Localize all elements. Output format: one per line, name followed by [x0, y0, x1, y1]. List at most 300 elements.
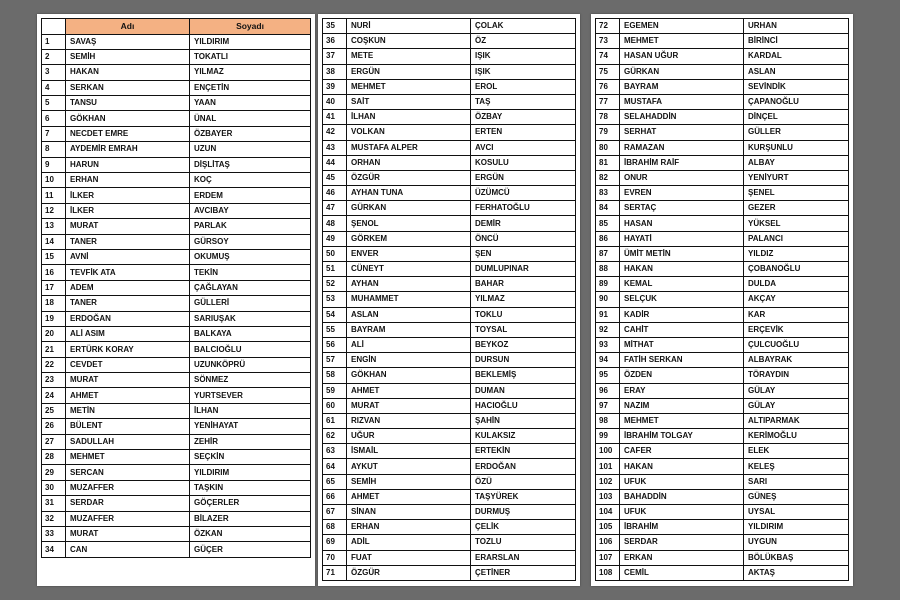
last-name-cell: KOSULU	[471, 155, 576, 170]
table-header-row	[42, 19, 311, 35]
table-row	[323, 79, 576, 94]
names-table-2	[322, 18, 576, 581]
last-name-cell: DUMAN	[471, 383, 576, 398]
row-number: 77	[596, 94, 620, 109]
row-number: 56	[323, 337, 347, 352]
first-name-cell: BAYRAM	[347, 322, 471, 337]
row-number: 9	[42, 157, 66, 172]
table-row	[323, 337, 576, 352]
last-name-cell: ÇELİK	[471, 520, 576, 535]
last-name-cell: AVCI	[471, 140, 576, 155]
row-number: 14	[42, 234, 66, 249]
first-name-cell: İLHAN	[347, 110, 471, 125]
table-row	[596, 429, 849, 444]
row-number: 84	[596, 201, 620, 216]
row-number: 103	[596, 489, 620, 504]
table-row	[42, 249, 311, 264]
last-name-cell: ŞEN	[471, 246, 576, 261]
table-row	[42, 403, 311, 418]
first-name-cell: UFUK	[620, 474, 744, 489]
row-number: 90	[596, 292, 620, 307]
table-row	[42, 126, 311, 141]
row-number: 65	[323, 474, 347, 489]
row-number: 88	[596, 262, 620, 277]
last-name-cell: ALBAYRAK	[744, 353, 849, 368]
last-name-cell: TOKLU	[471, 307, 576, 322]
first-name-cell: ÖZDEN	[620, 368, 744, 383]
first-name-cell: İBRAHİM TOLGAY	[620, 429, 744, 444]
row-number: 97	[596, 398, 620, 413]
row-number: 72	[596, 19, 620, 34]
row-number: 38	[323, 64, 347, 79]
row-number: 28	[42, 450, 66, 465]
last-name-cell: UYSAL	[744, 505, 849, 520]
first-name-cell: ALİ	[347, 337, 471, 352]
row-number: 93	[596, 337, 620, 352]
last-name-cell: YURTSEVER	[190, 388, 311, 403]
last-name-cell: YILDIRIM	[744, 520, 849, 535]
row-number: 1	[42, 34, 66, 49]
table-row	[596, 170, 849, 185]
first-name-cell: SERDAR	[66, 496, 190, 511]
last-name-cell: ÜNAL	[190, 111, 311, 126]
last-name-cell: ERDEM	[190, 188, 311, 203]
row-number: 96	[596, 383, 620, 398]
last-name-cell: KARDAL	[744, 49, 849, 64]
row-number: 3	[42, 65, 66, 80]
last-name-cell: OKUMUŞ	[190, 249, 311, 264]
table-row	[596, 262, 849, 277]
table-row	[323, 565, 576, 580]
table-row	[42, 296, 311, 311]
first-name-cell: ADEM	[66, 280, 190, 295]
table-row	[42, 265, 311, 280]
first-name-cell: CEMİL	[620, 565, 744, 580]
table-row	[596, 550, 849, 565]
table-row	[323, 459, 576, 474]
last-name-cell: DEMİR	[471, 216, 576, 231]
first-name-cell: AHMET	[347, 383, 471, 398]
last-name-cell: DULDA	[744, 277, 849, 292]
table-row	[596, 186, 849, 201]
first-name-cell: BAHADDİN	[620, 489, 744, 504]
last-name-cell: GÜLLERİ	[190, 296, 311, 311]
last-name-cell: UZUNKÖPRÜ	[190, 357, 311, 372]
first-name-cell: KADİR	[620, 307, 744, 322]
first-name-cell: SERTAÇ	[620, 201, 744, 216]
table-row	[42, 111, 311, 126]
first-name-cell: CÜNEYT	[347, 262, 471, 277]
first-name-cell: SEMİH	[66, 49, 190, 64]
last-name-cell: GÖÇERLER	[190, 496, 311, 511]
first-name-cell: BÜLENT	[66, 419, 190, 434]
row-number: 55	[323, 322, 347, 337]
last-name-cell: SARI	[744, 474, 849, 489]
first-name-cell: TANER	[66, 234, 190, 249]
table-row	[42, 203, 311, 218]
table-row	[323, 94, 576, 109]
first-name-cell: ONUR	[620, 170, 744, 185]
first-name-cell: HAYATİ	[620, 231, 744, 246]
last-name-cell: YILMAZ	[190, 65, 311, 80]
row-number: 30	[42, 480, 66, 495]
first-name-cell: AHMET	[347, 489, 471, 504]
table-row	[42, 496, 311, 511]
table-row	[596, 231, 849, 246]
table-row	[596, 337, 849, 352]
last-name-cell: IŞIK	[471, 64, 576, 79]
table-row	[42, 80, 311, 95]
table-row	[323, 322, 576, 337]
first-name-cell: HAKAN	[620, 459, 744, 474]
first-name-cell: SELÇUK	[620, 292, 744, 307]
last-name-cell: YILDIZ	[744, 246, 849, 261]
row-number: 20	[42, 326, 66, 341]
table-row	[323, 429, 576, 444]
first-name-cell: HARUN	[66, 157, 190, 172]
row-number: 29	[42, 465, 66, 480]
row-number: 71	[323, 565, 347, 580]
first-name-cell: SERCAN	[66, 465, 190, 480]
last-name-cell: GÜLAY	[744, 383, 849, 398]
row-number: 41	[323, 110, 347, 125]
first-name-cell: COŞKUN	[347, 34, 471, 49]
last-name-cell: GEZER	[744, 201, 849, 216]
last-name-cell: BALKAYA	[190, 326, 311, 341]
table-body	[323, 19, 576, 581]
table-row	[42, 96, 311, 111]
first-name-cell: GÜRKAN	[347, 201, 471, 216]
names-table-3	[595, 18, 849, 581]
row-number: 108	[596, 565, 620, 580]
last-name-cell: EROL	[471, 79, 576, 94]
row-number: 91	[596, 307, 620, 322]
first-name-cell: METE	[347, 49, 471, 64]
table-row	[42, 188, 311, 203]
table-row	[323, 201, 576, 216]
last-name-cell: TÖRAYDIN	[744, 368, 849, 383]
first-name-cell: İBRAHİM RAİF	[620, 155, 744, 170]
page-panel-3	[591, 14, 853, 586]
row-number: 19	[42, 311, 66, 326]
table-row	[42, 34, 311, 49]
first-name-cell: MEHMET	[66, 450, 190, 465]
table-row	[42, 65, 311, 80]
row-number: 2	[42, 49, 66, 64]
first-name-cell: ÖZGÜR	[347, 170, 471, 185]
last-name-cell: TOYSAL	[471, 322, 576, 337]
first-name-cell: ERHAN	[347, 520, 471, 535]
row-number: 12	[42, 203, 66, 218]
row-number: 18	[42, 296, 66, 311]
last-name-cell: IŞIK	[471, 49, 576, 64]
row-number: 64	[323, 459, 347, 474]
table-row	[596, 34, 849, 49]
table-row	[596, 216, 849, 231]
row-number: 70	[323, 550, 347, 565]
first-name-cell: ERKAN	[620, 550, 744, 565]
first-name-cell: EGEMEN	[620, 19, 744, 34]
table-row	[596, 322, 849, 337]
row-number: 21	[42, 342, 66, 357]
last-name-cell: YENİHAYAT	[190, 419, 311, 434]
row-number: 100	[596, 444, 620, 459]
last-name-cell: KOÇ	[190, 173, 311, 188]
table-row	[42, 49, 311, 64]
table-row	[42, 419, 311, 434]
row-number: 107	[596, 550, 620, 565]
row-number: 67	[323, 505, 347, 520]
first-name-column-header: Adı	[66, 19, 190, 35]
last-name-cell: DİŞLİTAŞ	[190, 157, 311, 172]
last-name-cell: KURŞUNLU	[744, 140, 849, 155]
row-number: 33	[42, 527, 66, 542]
first-name-cell: İLKER	[66, 188, 190, 203]
last-name-cell: GÜRSOY	[190, 234, 311, 249]
table-row	[42, 219, 311, 234]
last-name-cell: DURSUN	[471, 353, 576, 368]
table-row	[42, 280, 311, 295]
first-name-cell: ENGİN	[347, 353, 471, 368]
first-name-cell: ERHAN	[66, 173, 190, 188]
table-row	[596, 246, 849, 261]
row-number: 7	[42, 126, 66, 141]
first-name-cell: RAMAZAN	[620, 140, 744, 155]
table-row	[42, 434, 311, 449]
last-name-cell: YILDIRIM	[190, 465, 311, 480]
table-row	[323, 353, 576, 368]
table-row	[323, 110, 576, 125]
table-row	[596, 489, 849, 504]
row-number: 68	[323, 520, 347, 535]
table-row	[596, 140, 849, 155]
table-row	[323, 231, 576, 246]
row-number: 83	[596, 186, 620, 201]
row-number: 85	[596, 216, 620, 231]
table-row	[323, 292, 576, 307]
last-name-cell: TAŞYÜREK	[471, 489, 576, 504]
last-name-cell: KULAKSIZ	[471, 429, 576, 444]
last-name-cell: TEKİN	[190, 265, 311, 280]
table-row	[323, 383, 576, 398]
last-name-cell: ÖZ	[471, 34, 576, 49]
row-number: 46	[323, 186, 347, 201]
last-name-cell: BİRİNCİ	[744, 34, 849, 49]
row-number: 4	[42, 80, 66, 95]
row-number: 36	[323, 34, 347, 49]
first-name-cell: İSMAİL	[347, 444, 471, 459]
last-name-cell: ÖZKAN	[190, 527, 311, 542]
row-number: 89	[596, 277, 620, 292]
table-row	[323, 277, 576, 292]
table-row	[596, 353, 849, 368]
table-row	[323, 125, 576, 140]
row-number: 10	[42, 173, 66, 188]
last-name-column-header: Soyadı	[190, 19, 311, 35]
row-number: 24	[42, 388, 66, 403]
table-row	[42, 342, 311, 357]
table-row	[596, 474, 849, 489]
last-name-cell: KELEŞ	[744, 459, 849, 474]
last-name-cell: ELEK	[744, 444, 849, 459]
last-name-cell: UYGUN	[744, 535, 849, 550]
row-number: 63	[323, 444, 347, 459]
first-name-cell: AYDEMİR EMRAH	[66, 142, 190, 157]
first-name-cell: NURİ	[347, 19, 471, 34]
row-number: 101	[596, 459, 620, 474]
table-row	[323, 140, 576, 155]
last-name-cell: İLHAN	[190, 403, 311, 418]
table-row	[323, 170, 576, 185]
last-name-cell: TAŞ	[471, 94, 576, 109]
row-number: 25	[42, 403, 66, 418]
last-name-cell: BEKLEMİŞ	[471, 368, 576, 383]
last-name-cell: SARIUŞAK	[190, 311, 311, 326]
last-name-cell: GÜLLER	[744, 125, 849, 140]
table-row	[323, 520, 576, 535]
row-number: 98	[596, 413, 620, 428]
table-row	[323, 34, 576, 49]
first-name-cell: NECDET EMRE	[66, 126, 190, 141]
last-name-cell: ALTIPARMAK	[744, 413, 849, 428]
table-row	[596, 368, 849, 383]
last-name-cell: AKTAŞ	[744, 565, 849, 580]
first-name-cell: SADULLAH	[66, 434, 190, 449]
names-table-1	[41, 18, 311, 558]
table-row	[42, 142, 311, 157]
table-row	[596, 565, 849, 580]
row-number: 73	[596, 34, 620, 49]
last-name-cell: YÜKSEL	[744, 216, 849, 231]
table-row	[42, 157, 311, 172]
last-name-cell: PALANCI	[744, 231, 849, 246]
last-name-cell: ÇETİNER	[471, 565, 576, 580]
table-row	[42, 465, 311, 480]
last-name-cell: YENİYURT	[744, 170, 849, 185]
table-body	[596, 19, 849, 581]
last-name-cell: ÖZBAY	[471, 110, 576, 125]
table-row	[596, 307, 849, 322]
table-row	[323, 489, 576, 504]
last-name-cell: ERARSLAN	[471, 550, 576, 565]
first-name-cell: AYHAN TUNA	[347, 186, 471, 201]
row-number: 54	[323, 307, 347, 322]
row-number: 48	[323, 216, 347, 231]
first-name-cell: SEMİH	[347, 474, 471, 489]
row-number: 39	[323, 79, 347, 94]
first-name-cell: GÖKHAN	[347, 368, 471, 383]
first-name-cell: CAHİT	[620, 322, 744, 337]
table-row	[323, 398, 576, 413]
row-number: 44	[323, 155, 347, 170]
row-number: 82	[596, 170, 620, 185]
first-name-cell: NAZIM	[620, 398, 744, 413]
first-name-cell: SERKAN	[66, 80, 190, 95]
first-name-cell: MURAT	[66, 527, 190, 542]
table-body	[42, 34, 311, 557]
first-name-cell: HAKAN	[620, 262, 744, 277]
last-name-cell: YILDIRIM	[190, 34, 311, 49]
row-number: 78	[596, 110, 620, 125]
table-row	[596, 520, 849, 535]
table-row	[596, 201, 849, 216]
row-number: 45	[323, 170, 347, 185]
first-name-cell: UFUK	[620, 505, 744, 520]
row-number: 37	[323, 49, 347, 64]
first-name-cell: TEVFİK ATA	[66, 265, 190, 280]
last-name-cell: GÜLAY	[744, 398, 849, 413]
last-name-cell: AKÇAY	[744, 292, 849, 307]
last-name-cell: TOKATLI	[190, 49, 311, 64]
row-number: 15	[42, 249, 66, 264]
last-name-cell: ŞAHİN	[471, 413, 576, 428]
row-number: 95	[596, 368, 620, 383]
row-number: 27	[42, 434, 66, 449]
first-name-cell: SERDAR	[620, 535, 744, 550]
last-name-cell: HACIOĞLU	[471, 398, 576, 413]
row-number: 81	[596, 155, 620, 170]
first-name-cell: AYKUT	[347, 459, 471, 474]
last-name-cell: GÜÇER	[190, 542, 311, 557]
table-row	[596, 413, 849, 428]
last-name-cell: ERTEN	[471, 125, 576, 140]
table-row	[42, 357, 311, 372]
first-name-cell: SİNAN	[347, 505, 471, 520]
last-name-cell: DİNÇEL	[744, 110, 849, 125]
first-name-cell: MEHMET	[620, 413, 744, 428]
first-name-cell: SAİT	[347, 94, 471, 109]
row-number: 104	[596, 505, 620, 520]
row-number: 79	[596, 125, 620, 140]
table-row	[596, 459, 849, 474]
row-number: 40	[323, 94, 347, 109]
table-row	[323, 535, 576, 550]
row-number: 57	[323, 353, 347, 368]
first-name-cell: İLKER	[66, 203, 190, 218]
first-name-cell: FUAT	[347, 550, 471, 565]
table-row	[596, 292, 849, 307]
first-name-cell: ADİL	[347, 535, 471, 550]
first-name-cell: SERHAT	[620, 125, 744, 140]
row-number: 66	[323, 489, 347, 504]
last-name-cell: ERDOĞAN	[471, 459, 576, 474]
row-number: 52	[323, 277, 347, 292]
first-name-cell: GÜRKAN	[620, 64, 744, 79]
first-name-cell: ÜMİT METİN	[620, 246, 744, 261]
first-name-cell: GÖRKEM	[347, 231, 471, 246]
table-row	[323, 216, 576, 231]
row-number: 106	[596, 535, 620, 550]
row-number: 99	[596, 429, 620, 444]
table-row	[42, 388, 311, 403]
row-number: 47	[323, 201, 347, 216]
row-number: 22	[42, 357, 66, 372]
first-name-cell: CAFER	[620, 444, 744, 459]
row-number: 53	[323, 292, 347, 307]
table-row	[596, 155, 849, 170]
last-name-cell: UZUN	[190, 142, 311, 157]
last-name-cell: ÖZBAYER	[190, 126, 311, 141]
row-number: 16	[42, 265, 66, 280]
row-number: 6	[42, 111, 66, 126]
row-number: 51	[323, 262, 347, 277]
table-row	[596, 277, 849, 292]
first-name-cell: HAKAN	[66, 65, 190, 80]
row-number: 17	[42, 280, 66, 295]
last-name-cell: ÇULCUOĞLU	[744, 337, 849, 352]
table-row	[323, 64, 576, 79]
row-number: 59	[323, 383, 347, 398]
